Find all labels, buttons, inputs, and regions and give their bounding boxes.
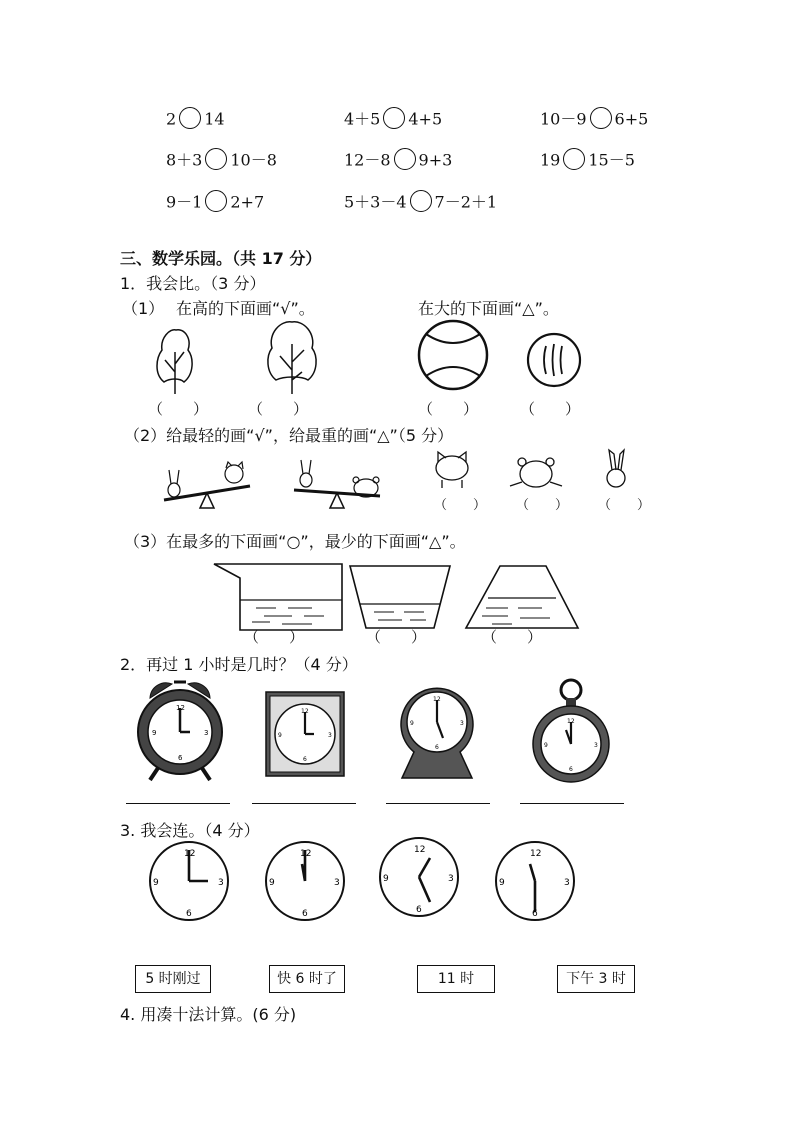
clock-face-icon bbox=[148, 840, 230, 922]
comparison-right: 4+5 bbox=[408, 109, 443, 129]
svg-text:6: 6 bbox=[416, 905, 422, 915]
answer-line[interactable] bbox=[386, 803, 490, 804]
comparison-right: 9+3 bbox=[418, 150, 453, 170]
svg-text:9: 9 bbox=[499, 878, 505, 888]
trapezoid-container-icon bbox=[348, 562, 452, 632]
comparison-left: 10－9 bbox=[540, 109, 587, 129]
answer-circle[interactable] bbox=[394, 148, 416, 170]
svg-text:6: 6 bbox=[178, 754, 183, 762]
small-tree-icon bbox=[150, 322, 200, 396]
seesaw-rabbit-cat-icon bbox=[160, 456, 256, 510]
svg-text:12: 12 bbox=[176, 704, 185, 712]
svg-text:3: 3 bbox=[334, 878, 340, 888]
svg-text:9: 9 bbox=[153, 878, 159, 888]
comparison-item bbox=[344, 192, 497, 214]
part-1-right-instruction: 在大的下面画“△”。 bbox=[418, 299, 559, 318]
question-2-title: 2．再过 1 小时是几时？（4 分） bbox=[120, 655, 358, 674]
part-1-label: （1） bbox=[122, 299, 165, 318]
answer-blank[interactable]: （ ） bbox=[366, 628, 427, 646]
small-ball-icon bbox=[526, 332, 582, 388]
bear-icon bbox=[508, 456, 564, 492]
comparison-left: 9－1 bbox=[166, 192, 203, 212]
svg-text:12: 12 bbox=[301, 708, 309, 715]
part-1-left-instruction: 在高的下面画“√”。 bbox=[176, 299, 315, 318]
comparison-item bbox=[166, 150, 277, 172]
match-option[interactable]: 11 时 bbox=[417, 965, 495, 993]
seesaw-rabbit-bear-icon bbox=[290, 456, 386, 510]
match-option[interactable]: 5 时刚过 bbox=[135, 965, 211, 993]
comparison-left: 2 bbox=[166, 109, 177, 129]
answer-line[interactable] bbox=[126, 803, 230, 804]
answer-circle[interactable] bbox=[205, 190, 227, 212]
pocket-watch-icon bbox=[530, 676, 612, 784]
flask-container-icon bbox=[462, 562, 580, 632]
part-2-instruction: （2）给最轻的画“√”，给最重的画“△”（5 分） bbox=[124, 426, 454, 445]
svg-text:6: 6 bbox=[532, 909, 538, 919]
svg-text:9: 9 bbox=[410, 720, 414, 727]
answer-blank[interactable]: （ ） bbox=[248, 400, 309, 418]
answer-circle[interactable] bbox=[410, 190, 432, 212]
match-option[interactable]: 下午 3 时 bbox=[557, 965, 635, 993]
svg-text:6: 6 bbox=[435, 744, 439, 751]
answer-blank[interactable]: （ ） bbox=[244, 628, 305, 646]
svg-text:12: 12 bbox=[530, 849, 542, 859]
svg-text:6: 6 bbox=[186, 909, 192, 919]
svg-text:9: 9 bbox=[383, 874, 389, 884]
svg-text:12: 12 bbox=[414, 845, 426, 855]
svg-text:12: 12 bbox=[184, 849, 196, 859]
answer-circle[interactable] bbox=[179, 107, 201, 129]
comparison-item bbox=[344, 109, 442, 131]
answer-blank[interactable]: （ ） bbox=[516, 498, 569, 513]
answer-blank[interactable]: （ ） bbox=[520, 400, 581, 418]
arched-clock-icon bbox=[396, 680, 478, 780]
svg-text:3: 3 bbox=[460, 720, 464, 727]
comparison-left: 4＋5 bbox=[344, 109, 381, 129]
question-4-title: 4. 用凑十法计算。(6 分) bbox=[120, 1005, 297, 1024]
comparison-left: 19 bbox=[540, 150, 561, 170]
svg-text:9: 9 bbox=[278, 732, 282, 739]
match-option[interactable]: 快 6 时了 bbox=[269, 965, 345, 993]
part-3-instruction: （3）在最多的下面画“○”，最少的下面画“△”。 bbox=[124, 532, 466, 551]
answer-blank[interactable]: （ ） bbox=[148, 400, 209, 418]
comparison-left: 5＋3－4 bbox=[344, 192, 407, 212]
answer-blank[interactable]: （ ） bbox=[418, 400, 479, 418]
comparison-right: 15－5 bbox=[588, 150, 635, 170]
answer-blank[interactable]: （ ） bbox=[434, 498, 487, 513]
comparison-item bbox=[166, 192, 264, 214]
svg-text:12: 12 bbox=[433, 696, 441, 703]
cat-icon bbox=[430, 450, 476, 490]
svg-text:9: 9 bbox=[269, 878, 275, 888]
square-clock-icon bbox=[264, 690, 346, 778]
answer-blank[interactable]: （ ） bbox=[598, 498, 651, 513]
svg-text:9: 9 bbox=[152, 729, 157, 737]
svg-text:3: 3 bbox=[594, 742, 598, 749]
question-1-title: 1．我会比。（3 分） bbox=[120, 274, 266, 293]
answer-line[interactable] bbox=[252, 803, 356, 804]
svg-text:3: 3 bbox=[448, 874, 454, 884]
tall-tree-icon bbox=[262, 318, 322, 396]
answer-circle[interactable] bbox=[383, 107, 405, 129]
big-ball-icon bbox=[416, 318, 490, 392]
comparison-right: 2+7 bbox=[230, 192, 265, 212]
answer-line[interactable] bbox=[520, 803, 624, 804]
svg-text:6: 6 bbox=[303, 756, 307, 763]
question-3-title: 3. 我会连。（4 分） bbox=[120, 821, 260, 840]
comparison-item bbox=[540, 109, 648, 131]
svg-text:12: 12 bbox=[567, 718, 575, 725]
clock-face-icon bbox=[378, 836, 460, 918]
alarm-clock-icon bbox=[132, 676, 228, 784]
svg-text:3: 3 bbox=[204, 729, 209, 737]
svg-text:12: 12 bbox=[300, 849, 312, 859]
clock-face-icon bbox=[264, 840, 346, 922]
comparison-right: 10－8 bbox=[230, 150, 277, 170]
svg-text:6: 6 bbox=[569, 766, 573, 773]
svg-text:9: 9 bbox=[544, 742, 548, 749]
section-heading: 三、数学乐园。（共 17 分） bbox=[120, 249, 322, 268]
svg-text:6: 6 bbox=[302, 909, 308, 919]
comparison-right: 7－2＋1 bbox=[434, 192, 498, 212]
comparison-left: 8＋3 bbox=[166, 150, 203, 170]
clock-face-icon bbox=[494, 840, 576, 922]
svg-text:3: 3 bbox=[218, 878, 224, 888]
answer-circle[interactable] bbox=[590, 107, 612, 129]
answer-circle[interactable] bbox=[563, 148, 585, 170]
comparison-item bbox=[344, 150, 452, 172]
comparison-right: 14 bbox=[204, 109, 225, 129]
rabbit-icon bbox=[598, 448, 634, 490]
wide-container-icon bbox=[212, 562, 344, 632]
comparison-item bbox=[540, 150, 635, 172]
answer-blank[interactable]: （ ） bbox=[482, 628, 543, 646]
answer-circle[interactable] bbox=[205, 148, 227, 170]
comparison-left: 12－8 bbox=[344, 150, 391, 170]
comparison-item bbox=[166, 109, 225, 131]
svg-text:3: 3 bbox=[564, 878, 570, 888]
comparison-right: 6+5 bbox=[614, 109, 649, 129]
svg-text:3: 3 bbox=[328, 732, 332, 739]
